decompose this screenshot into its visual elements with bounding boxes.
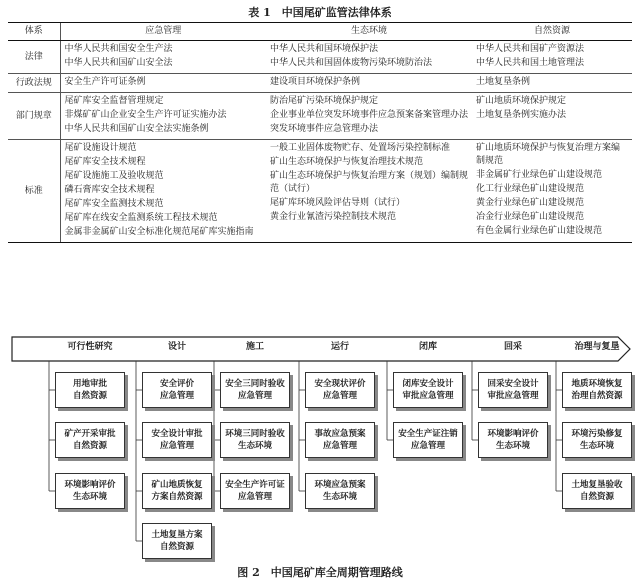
phase-label: 闭库 bbox=[418, 342, 437, 352]
regulation-item: 有色金属行业绿色矿山建设规范 bbox=[476, 226, 603, 236]
table-header-row bbox=[8, 23, 632, 41]
regulation-item: 一般工业固体废物贮存、处置场污染控制标准 bbox=[270, 143, 451, 153]
flow-box: 环境污染修复 生态环境 bbox=[562, 422, 632, 458]
figure-caption: 图 2 中国尾矿库全周期管理路线 bbox=[237, 566, 403, 579]
regulation-item: 中华人民共和国固体废物污染环境防治法 bbox=[270, 58, 433, 68]
header-resources: 自然资源 bbox=[472, 23, 632, 41]
regulation-item: 非金属矿行业绿色矿山建设规范 bbox=[476, 170, 603, 180]
table-row bbox=[8, 41, 632, 74]
table-row bbox=[8, 74, 632, 93]
flow-box: 安全生产证注销 应急管理 bbox=[393, 422, 463, 458]
flow-box: 环境影响评价 生态环境 bbox=[478, 422, 548, 458]
flow-box: 矿产开采审批 自然资源 bbox=[55, 422, 125, 458]
table-cell bbox=[472, 41, 632, 74]
table-cell bbox=[266, 74, 472, 93]
regulation-item: 中华人民共和国矿山安全法实施条例 bbox=[64, 124, 209, 134]
regulation-item: 矿山地质环境保护规定 bbox=[476, 96, 567, 106]
row-label: 行政法规 bbox=[8, 74, 60, 93]
regulation-item: 尾矿设施设计规范 bbox=[64, 143, 137, 153]
flow-box: 土地复垦验收 自然资源 bbox=[562, 473, 632, 509]
regulation-item: 土地复垦条例 bbox=[476, 77, 531, 87]
table-cell bbox=[266, 93, 472, 140]
regulation-item: 尾矿库环境风险评估导则（试行） bbox=[270, 198, 406, 208]
regulation-item: 企业事业单位突发环境事件应急预案备案管理办法 bbox=[270, 110, 469, 120]
phase-label: 运行 bbox=[330, 342, 349, 352]
regulation-item: 中华人民共和国矿产资源法 bbox=[476, 44, 585, 54]
row-label: 部门规章 bbox=[8, 93, 60, 140]
flow-box: 用地审批 自然资源 bbox=[55, 372, 125, 408]
table-cell bbox=[266, 41, 472, 74]
phase-label: 设计 bbox=[167, 342, 186, 352]
flow-box: 闭库安全设计 审批应急管理 bbox=[393, 372, 463, 408]
table-body bbox=[8, 41, 632, 243]
header-system: 体系 bbox=[8, 23, 60, 41]
table-cell bbox=[472, 140, 632, 243]
table-cell bbox=[60, 93, 266, 140]
regulation-item: 突发环境事件应急管理办法 bbox=[270, 124, 379, 134]
flow-box: 地质环境恢复 治理自然资源 bbox=[562, 372, 632, 408]
regulation-item: 化工行业绿色矿山建设规范 bbox=[476, 184, 585, 194]
row-label: 法律 bbox=[8, 41, 60, 74]
regulation-item: 金属非金属矿山安全标准化规范尾矿库实施指南 bbox=[64, 227, 254, 237]
flow-box: 矿山地质恢复 方案自然资源 bbox=[142, 473, 212, 509]
flow-box: 安全生产许可证 应急管理 bbox=[220, 473, 290, 509]
regulation-item: 建设项目环境保护条例 bbox=[270, 77, 361, 87]
table-cell bbox=[60, 41, 266, 74]
regulation-item: 黄金行业绿色矿山建设规范 bbox=[476, 198, 585, 208]
regulation-item: 尾矿库安全监测技术规范 bbox=[64, 199, 164, 209]
regulation-item: 中华人民共和国土地管理法 bbox=[476, 58, 585, 68]
phase-label: 施工 bbox=[245, 342, 264, 352]
regulation-item: 黄金行业氰渣污染控制技术规范 bbox=[270, 212, 397, 222]
flow-box: 环境应急预案 生态环境 bbox=[305, 473, 375, 509]
regulation-item: 非煤矿矿山企业安全生产许可证实施办法 bbox=[64, 110, 227, 120]
flow-box: 安全现状评价 应急管理 bbox=[305, 372, 375, 408]
regulation-item: 矿山地质环境保护与恢复治理方案编制规范 bbox=[476, 143, 621, 166]
table-cell bbox=[472, 93, 632, 140]
regulation-item: 矿山生态环境保护与恢复治理方案（规划）编制规范（试行） bbox=[270, 171, 469, 194]
regulation-item: 尾矿设施施工及验收规范 bbox=[64, 171, 164, 181]
flow-box: 事故应急预案 应急管理 bbox=[305, 422, 375, 458]
regulation-item: 防治尾矿污染环境保护规定 bbox=[270, 96, 379, 106]
regulation-item: 磷石膏库安全技术规程 bbox=[64, 185, 155, 195]
table-cell bbox=[60, 140, 266, 243]
header-ecology: 生态环境 bbox=[266, 23, 472, 41]
table-row bbox=[8, 93, 632, 140]
regulation-item: 冶金行业绿色矿山建设规范 bbox=[476, 212, 585, 222]
regulation-item: 矿山生态环境保护与恢复治理技术规范 bbox=[270, 157, 424, 167]
regulation-item: 尾矿库在线安全监测系统工程技术规范 bbox=[64, 213, 218, 223]
regulation-item: 土地复垦条例实施办法 bbox=[476, 110, 567, 120]
flow-box: 安全设计审批 应急管理 bbox=[142, 422, 212, 458]
regulation-item: 中华人民共和国环境保护法 bbox=[270, 44, 379, 54]
regulation-item: 尾矿库安全技术规程 bbox=[64, 157, 146, 167]
flow-box: 安全评价 应急管理 bbox=[142, 372, 212, 408]
table-cell bbox=[472, 74, 632, 93]
lifecycle-figure bbox=[0, 330, 640, 587]
table-title: 表 1 中国尾矿监管法律体系 bbox=[248, 6, 392, 19]
table-cell bbox=[60, 74, 266, 93]
flow-box: 土地复垦方案 自然资源 bbox=[142, 523, 212, 559]
flow-box: 回采安全设计 审批应急管理 bbox=[478, 372, 548, 408]
regulation-item: 中华人民共和国矿山安全法 bbox=[64, 58, 173, 68]
flow-box: 环境影响评价 生态环境 bbox=[55, 473, 125, 509]
row-label: 标准 bbox=[8, 140, 60, 243]
flow-box: 安全三同时验收 应急管理 bbox=[220, 372, 290, 408]
phase-label: 治理与复垦 bbox=[574, 342, 620, 352]
flow-box: 环境三同时验收 生态环境 bbox=[220, 422, 290, 458]
table-cell bbox=[266, 140, 472, 243]
regulation-item: 中华人民共和国安全生产法 bbox=[64, 44, 173, 54]
header-emergency: 应急管理 bbox=[60, 23, 266, 41]
table-row bbox=[8, 140, 632, 243]
phase-label: 可行性研究 bbox=[67, 342, 113, 352]
phase-label: 回采 bbox=[503, 342, 522, 352]
regulation-item: 尾矿库安全监督管理规定 bbox=[64, 96, 164, 106]
regulation-item: 安全生产许可证条例 bbox=[64, 77, 146, 87]
law-system-table bbox=[8, 22, 632, 243]
